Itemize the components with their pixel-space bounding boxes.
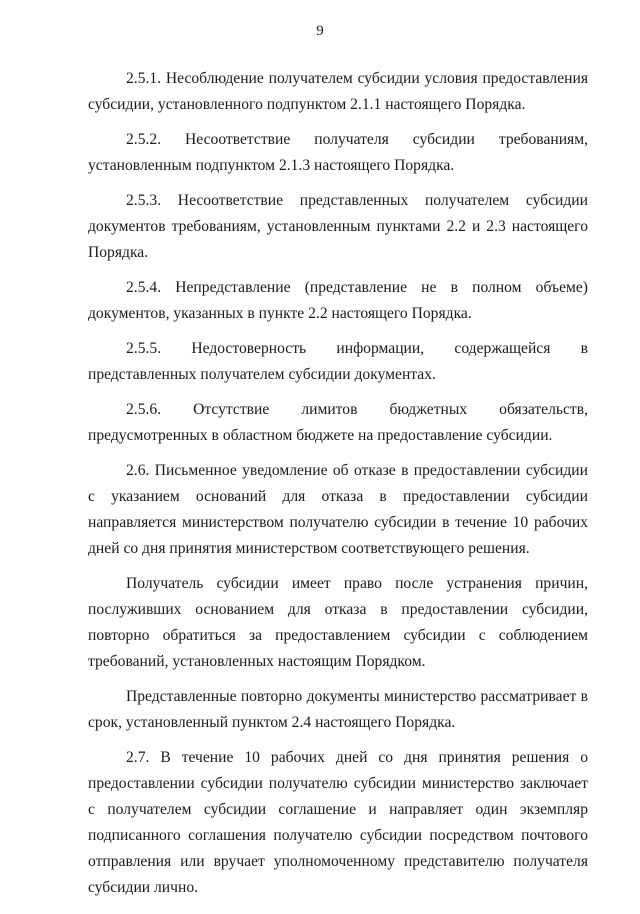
paragraph-2-6: 2.6. Письменное уведомление об отказе в предоставлении субсидии с указанием оснований для отказа в предоставлении субсидии направляется министерством получателю субсидии в течение 10 рабочих дней со дня принятия министерством соответствующего решения. [88, 462, 588, 557]
paragraph-2-5-3: 2.5.3. Несоответствие представленных получателем субсидии документов требованиям, установленным пунктами 2.2 и 2.3 настоящего Порядка. [88, 192, 588, 261]
paragraph-2-5-6: 2.5.6. Отсутствие лимитов бюджетных обязательств, предусмотренных в областном бюджете на предоставление субсидии. [88, 401, 588, 444]
paragraph-2-5-2: 2.5.2. Несоответствие получателя субсидии требованиям, установленным подпунктом 2.1.3 настоящего Порядка. [88, 131, 588, 174]
paragraph-2-6-review: Представленные повторно документы министерство рассматривает в срок, установленный пунктом 2.4 настоящего Порядка. [88, 688, 588, 731]
paragraph-2-7: 2.7. В течение 10 рабочих дней со дня принятия решения о предоставлении субсидии получателю субсидии министерство заключает с получателем субсидии соглашение и направляет один экземпляр подписанного соглашения получателю субсидии посредством почтового отправления или вручает уполномоченному представителю получателя субсидии лично. [88, 749, 588, 896]
page-number: 9 [316, 23, 324, 39]
paragraph-2-6-retry: Получатель субсидии имеет право после устранения причин, послуживших основанием для отказа в предоставлении субсидии, повторно обратиться за предоставлением субсидии с соблюдением требований, установленных настоящим Порядком. [88, 575, 588, 670]
document-body [88, 66, 588, 910]
paragraph-2-5-1: 2.5.1. Несоблюдение получателем субсидии условия предоставления субсидии, установленного подпунктом 2.1.1 настоящего Порядка. [88, 70, 588, 113]
paragraph-2-5-4: 2.5.4. Непредставление (представление не в полном объеме) документов, указанных в пункте 2.2 настоящего Порядка. [88, 279, 588, 322]
paragraph-2-5-5: 2.5.5. Недостоверность информации, содержащейся в представленных получателем субсидии документах. [88, 340, 588, 383]
